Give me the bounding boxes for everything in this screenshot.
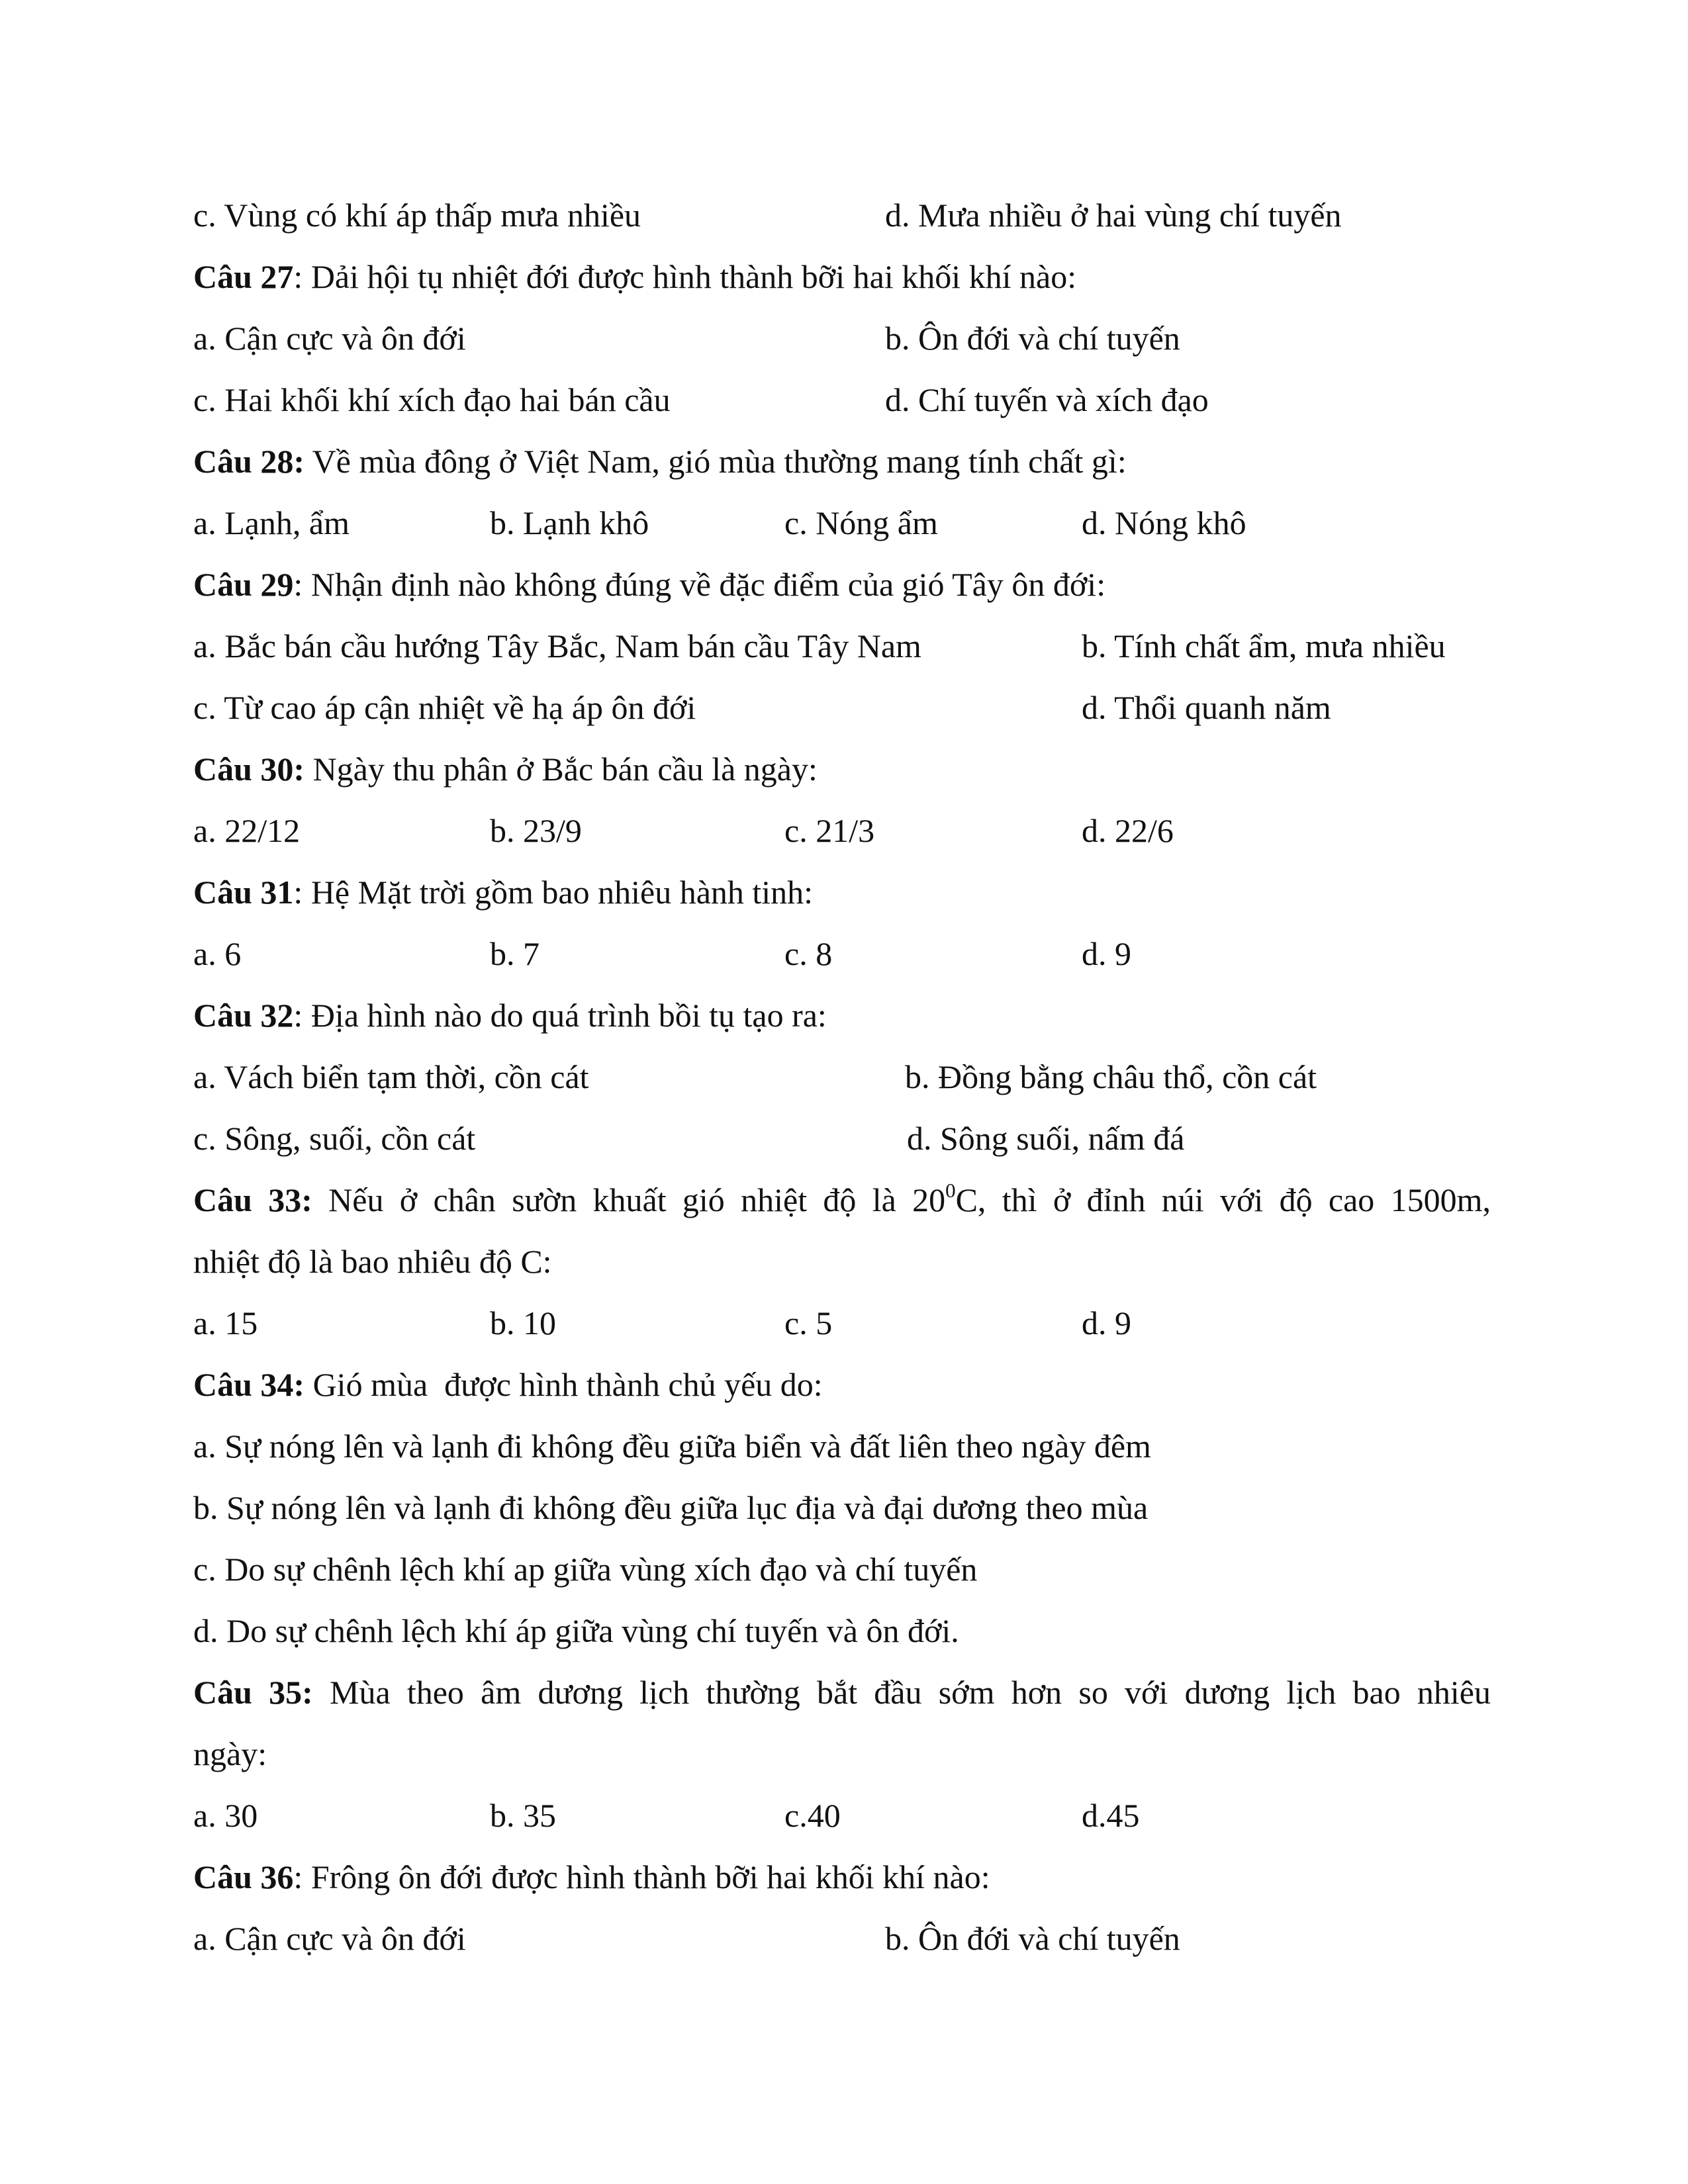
question-27 bbox=[193, 260, 1076, 293]
option-d: d. Nóng khô bbox=[1082, 504, 1246, 541]
question-35 bbox=[193, 1676, 1491, 1709]
option-d: d. 9 bbox=[1082, 935, 1131, 972]
option-c: c. 8 bbox=[784, 935, 833, 972]
option-d: d. Mưa nhiều ở hai vùng chí tuyến bbox=[885, 197, 1342, 234]
option-c: c. 5 bbox=[784, 1304, 833, 1342]
option-d: d. Chí tuyến và xích đạo bbox=[885, 381, 1209, 418]
degree-superscript: 0 bbox=[945, 1179, 956, 1202]
option-b: b. 10 bbox=[490, 1304, 556, 1342]
question-text: nhiệt độ là bao nhiêu độ C: bbox=[193, 1243, 552, 1280]
question-label: Câu 34: bbox=[193, 1366, 305, 1403]
question-label: Câu 29 bbox=[193, 566, 294, 603]
option-d: d.45 bbox=[1082, 1797, 1140, 1834]
question-34 bbox=[193, 1368, 823, 1401]
question-text: : Dải hội tụ nhiệt đới được hình thành bỡi hai khối khí nào: bbox=[293, 258, 1077, 295]
option-d: d. Do sự chênh lệch khí áp giữa vùng chí tuyến và ôn đới. bbox=[193, 1612, 959, 1649]
question-text: : Hệ Mặt trời gồm bao nhiêu hành tinh: bbox=[293, 874, 814, 911]
option-d: d. Sông suối, nấm đá bbox=[907, 1120, 1185, 1157]
option-a: a. Vách biển tạm thời, cồn cát bbox=[193, 1058, 589, 1095]
question-text: : Frông ôn đới được hình thành bỡi hai khối khí nào: bbox=[293, 1858, 990, 1895]
question-label: Câu 33: bbox=[193, 1181, 312, 1218]
question-33 bbox=[193, 1179, 1491, 1218]
option-d: d. Thổi quanh năm bbox=[1082, 689, 1331, 726]
option-b: b. Sự nóng lên và lạnh đi không đều giữa lục địa và đại dương theo mùa bbox=[193, 1489, 1149, 1526]
option-b: b. Ôn đới và chí tuyến bbox=[885, 1920, 1180, 1957]
question-text: Nếu ở chân sườn khuất gió nhiệt độ là 20 bbox=[312, 1181, 946, 1218]
option-a: a. Sự nóng lên và lạnh đi không đều giữa biển và đất liên theo ngày đêm bbox=[193, 1428, 1151, 1465]
question-text: ngày: bbox=[193, 1735, 267, 1772]
question-label: Câu 32 bbox=[193, 997, 294, 1034]
option-b: b. 7 bbox=[490, 935, 539, 972]
question-29 bbox=[193, 568, 1105, 601]
option-a: a. 30 bbox=[193, 1797, 258, 1834]
option-a: a. Cận cực và ôn đới bbox=[193, 320, 466, 357]
question-label: Câu 27 bbox=[193, 258, 294, 295]
option-c: c. Do sự chênh lệch khí ap giữa vùng xích đạo và chí tuyến bbox=[193, 1551, 978, 1588]
option-b: b. Lạnh khô bbox=[490, 504, 649, 541]
question-28 bbox=[193, 445, 1127, 478]
question-label: Câu 28: bbox=[193, 443, 305, 480]
option-a: a. 6 bbox=[193, 935, 242, 972]
option-c: c. Sông, suối, cồn cát bbox=[193, 1120, 476, 1157]
question-text: : Nhận định nào không đúng về đặc điểm của gió Tây ôn đới: bbox=[293, 566, 1106, 603]
option-b: b. Tính chất ẩm, mưa nhiều bbox=[1082, 627, 1446, 664]
option-a: a. 22/12 bbox=[193, 812, 301, 849]
question-text: Về mùa đông ở Việt Nam, gió mùa thường mang tính chất gì: bbox=[305, 443, 1127, 480]
question-text-cont: C, thì ở đỉnh núi với độ cao 1500m, bbox=[955, 1181, 1491, 1218]
option-a: a. Cận cực và ôn đới bbox=[193, 1920, 466, 1957]
question-text: Mùa theo âm dương lịch thường bắt đầu sớm hơn so với dương lịch bao nhiêu bbox=[312, 1674, 1491, 1711]
option-d: d. 9 bbox=[1082, 1304, 1131, 1342]
option-a: a. Bắc bán cầu hướng Tây Bắc, Nam bán cầu Tây Nam bbox=[193, 627, 921, 664]
question-31 bbox=[193, 876, 813, 909]
option-c: c. Hai khối khí xích đạo hai bán cầu bbox=[193, 381, 671, 418]
option-c: c. Vùng có khí áp thấp mưa nhiều bbox=[193, 197, 641, 234]
question-label: Câu 30: bbox=[193, 751, 305, 788]
question-text: : Địa hình nào do quá trình bồi tụ tạo ra: bbox=[293, 997, 827, 1034]
option-a: a. 15 bbox=[193, 1304, 258, 1342]
option-b: b. Đồng bằng châu thổ, cồn cát bbox=[905, 1058, 1317, 1095]
option-c: c. Từ cao áp cận nhiệt về hạ áp ôn đới bbox=[193, 689, 696, 726]
option-c: c.40 bbox=[784, 1797, 841, 1834]
question-text: Gió mùa được hình thành chủ yếu do: bbox=[305, 1366, 823, 1403]
question-label: Câu 31 bbox=[193, 874, 294, 911]
question-label: Câu 35: bbox=[193, 1674, 313, 1711]
option-d: d. 22/6 bbox=[1082, 812, 1174, 849]
question-label: Câu 36 bbox=[193, 1858, 294, 1895]
option-b: b. 23/9 bbox=[490, 812, 582, 849]
option-c: c. 21/3 bbox=[784, 812, 875, 849]
option-a: a. Lạnh, ẩm bbox=[193, 504, 350, 541]
question-32 bbox=[193, 999, 827, 1032]
question-36 bbox=[193, 1860, 990, 1893]
option-c: c. Nóng ẩm bbox=[784, 504, 938, 541]
option-b: b. 35 bbox=[490, 1797, 556, 1834]
question-text: Ngày thu phân ở Bắc bán cầu là ngày: bbox=[305, 751, 818, 788]
question-30 bbox=[193, 752, 818, 786]
option-b: b. Ôn đới và chí tuyến bbox=[885, 320, 1180, 357]
